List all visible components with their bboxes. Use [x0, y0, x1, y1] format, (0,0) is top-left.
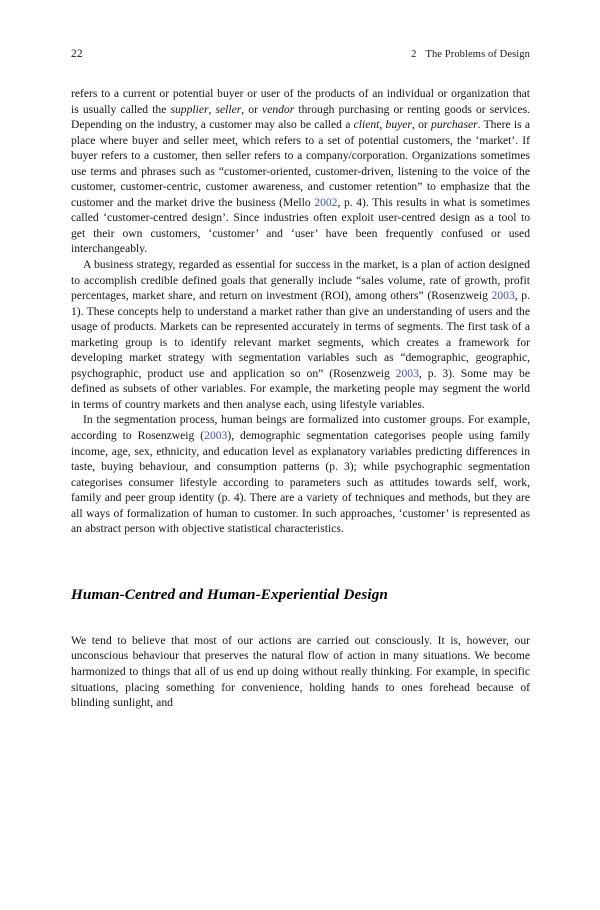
text-run: , p. 4). This results in what is sometimes called ‘customer-centred design’. Since industries often exploit user-centred design as a tool to get their own customers, ‘customer’ and ‘user’ have been frequently confused or used interchangeably.: [71, 195, 530, 256]
text-run: ,: [208, 102, 216, 116]
heading-spacer-below: [71, 604, 530, 633]
paragraph-4: [71, 633, 530, 711]
text-run: refers to a current or potential buyer or user of the products of an individual or organization that is usually called the: [71, 87, 530, 116]
text-column: [71, 86, 530, 711]
italic-term-client: client: [353, 118, 380, 132]
text-run: We tend to believe that most of our actions are carried out consciously. It is, however, our unconscious behaviour that preserves the natural flow of action in many situations. We become harmonized to things that all of us end up doing without really thinking. For example, in specific situations, placing something for convenience, holding hands to ones forehead because of blinding sunlight, and: [71, 633, 530, 710]
text-run: , or: [241, 102, 263, 116]
section-heading: Human-Centred and Human-Experiential Design: [71, 585, 388, 603]
chapter-title: The Problems of Design: [425, 49, 530, 60]
text-run: through purchasing or renting goods or services. Depending on the industry, a customer may also be called a: [71, 102, 530, 132]
paragraph-3: [71, 412, 530, 536]
text-run: . There is a place where buyer and seller meet, which refers to a set of potential customers, the ‘market’. If buyer refers to a customer, then seller refers to a company/corporation. Organizations sometimes use terms and phrases such as “customer-oriented, customer-driven, listening to the voice of the customer, customer-centric, customer awareness, and customer retention” to emphasize that the customer and the market drive the business (Mello: [71, 118, 530, 209]
text-run: ,: [379, 118, 386, 132]
citation-link-rosenzweig-2003-a[interactable]: 2003: [491, 289, 515, 303]
text-run: , p. 1). These concepts help to understand a market rather than give an understanding of users and the usage of products. Markets can be represented accurately in terms of segments. The first task of a marketing group is to identify relevant market segments, which creates a framework for developing market strategy with segmentation variables such as “demographic, geographic, psychographic, product use and application so on” (Rosenzweig: [71, 289, 530, 380]
text-run: , p. 3). Some may be defined as subsets of other variables. For example, the marketing people may segment the world in terms of country markets and then analyse each, using lifestyle variables.: [71, 366, 530, 411]
running-head: [71, 48, 530, 64]
citation-link-rosenzweig-2003-b[interactable]: 2003: [395, 366, 419, 380]
citation-link-rosenzweig-2003-c[interactable]: 2003: [204, 429, 228, 443]
heading-spacer-above: [71, 537, 530, 585]
paragraph-2: [71, 257, 530, 412]
text-run: , or: [411, 118, 432, 132]
italic-term-vendor: vendor: [262, 102, 295, 116]
italic-term-purchaser: purchaser: [431, 118, 478, 132]
italic-term-seller: seller: [215, 102, 242, 116]
chapter-heading: [411, 49, 530, 60]
italic-term-buyer: buyer: [385, 118, 412, 132]
chapter-number: 2: [411, 49, 417, 60]
text-run: A business strategy, regarded as essential for success in the market, is a plan of action designed to accomplish credible defined goals that generally include “sales volume, rate of growth, profit percentages, market share, and return on investment (ROI), among others” (Rosenzweig: [71, 258, 530, 303]
page-number: 22: [71, 48, 83, 60]
citation-link-mello-2002[interactable]: 2002: [314, 195, 338, 209]
italic-term-supplier: supplier: [170, 102, 209, 116]
text-run: ), demographic segmentation categorises people using family income, age, sex, ethnicity, and education level as explanatory variables predicting differences in taste, buying behaviour, and consumption patterns (p. 3); while psychographic segmentation categorises consumer lifestyle according to parameters such as attitudes towards self, work, family and peer group identity (p. 4). There are a variety of techniques and methods, but they are all ways of formalization of human to customer. In such approaches, ‘customer’ is represented as an abstract person with objective statistical characteristics.: [71, 429, 530, 536]
text-run: In the segmentation process, human beings are formalized into customer groups. For example, according to Rosenzweig (: [71, 413, 530, 443]
paragraph-1: [71, 86, 530, 257]
